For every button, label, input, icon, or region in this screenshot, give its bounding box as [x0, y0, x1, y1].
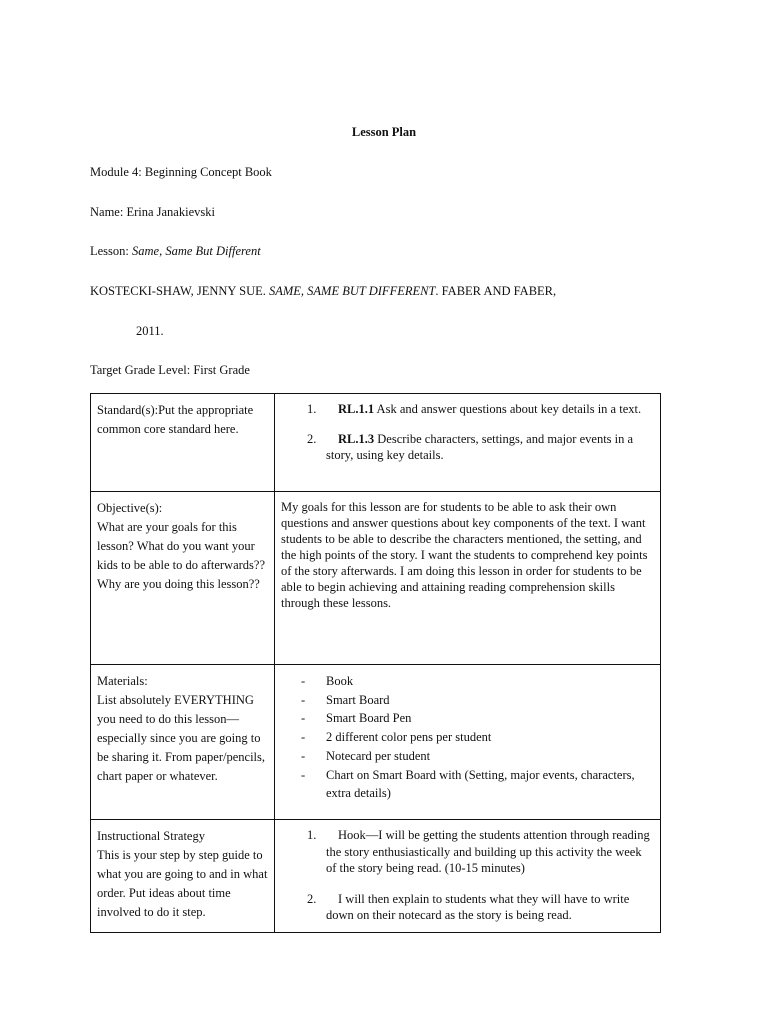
standard-text: Describe characters, settings, and major events in a story, using key details.	[326, 432, 634, 462]
strategy-step	[307, 891, 652, 924]
step-number: 1.	[307, 828, 317, 842]
objectives-prompt: What are your goals for this lesson? What do you want your kids to be able to do afterwards?? Why are you doing this lesson??	[97, 520, 265, 591]
lesson-plan-table	[90, 393, 661, 933]
materials-content	[275, 665, 661, 820]
citation-publisher: . FABER AND FABER,	[435, 284, 557, 298]
standards-content	[275, 394, 661, 492]
citation-author: KOSTECKI-SHAW, JENNY SUE.	[90, 284, 269, 298]
list-item: - 2 different color pens per student	[301, 730, 492, 745]
strategy-step	[307, 827, 652, 877]
standard-text: Ask and answer questions about key details in a text.	[374, 402, 642, 416]
lesson-label: Lesson:	[90, 244, 133, 258]
strategy-content	[275, 820, 661, 933]
standard-code: RL.1.3	[338, 432, 375, 446]
strategy-label: Instructional Strategy	[97, 829, 205, 843]
lesson-title: Same, Same But Different	[132, 244, 261, 258]
list-item: - Chart on Smart Board with (Setting, major events, characters, extra details)	[301, 767, 635, 801]
materials-label-cell	[91, 665, 275, 820]
materials-label: Materials:	[97, 674, 148, 688]
objectives-label: Objective(s):	[97, 501, 163, 515]
materials-list	[281, 672, 652, 803]
step-text: I will then explain to students what they will have to write down on their notecard as the story is being read.	[326, 891, 630, 922]
standards-label: Standard(s):Put the appropriate common core standard here.	[91, 394, 275, 492]
objectives-row	[91, 492, 661, 665]
standard-number: 1.	[307, 402, 317, 416]
list-item: - Book	[301, 674, 354, 688]
citation-year: 2011.	[136, 324, 164, 338]
citation-book-title: SAME, SAME BUT DIFFERENT	[268, 284, 436, 298]
standard-item	[307, 431, 652, 463]
materials-prompt: List absolutely EVERYTHING you need to do this lesson—especially since you are going to be sharing it. From paper/pencils, chart paper or whatever.	[97, 693, 266, 783]
materials-row	[91, 665, 661, 820]
strategy-row	[91, 820, 661, 933]
list-item: - Smart Board Pen	[301, 711, 412, 726]
standard-code: RL.1.1	[338, 402, 375, 416]
standard-number: 2.	[307, 432, 317, 446]
step-number: 2.	[307, 891, 317, 906]
standards-row	[91, 394, 661, 492]
step-text: Hook—I will be getting the students attention through reading the story enthusiastically and building up this activity the week of the story being read. (10-15 minutes)	[326, 828, 650, 875]
list-item: - Smart Board	[301, 692, 390, 707]
strategy-prompt: This is your step by step guide to what you are going to and in what order. Put ideas about time involved to do it step.	[97, 848, 268, 919]
list-item: - Notecard per student	[301, 748, 431, 763]
objectives-label-cell	[91, 492, 275, 665]
strategy-label-cell	[91, 820, 275, 933]
page-title: Lesson Plan	[351, 125, 417, 139]
objectives-text: My goals for this lesson are for students to be able to ask their own questions and answer questions about key components of the text. I want students to be able to describe the characters mentioned, the setting, and the high points of the story. I want the students to comprehend key points of the story afterwards. I am doing this lesson in order for students to be able to begin achieving and attaining reading comprehension skills through these lessons.	[275, 492, 661, 665]
grade-level-line: Target Grade Level: First Grade	[90, 363, 250, 377]
standard-item	[307, 401, 652, 417]
module-line: Module 4: Beginning Concept Book	[90, 165, 272, 179]
author-name-line: Name: Erina Janakievski	[90, 205, 215, 219]
citation-line	[90, 282, 556, 301]
lesson-line	[90, 242, 261, 261]
